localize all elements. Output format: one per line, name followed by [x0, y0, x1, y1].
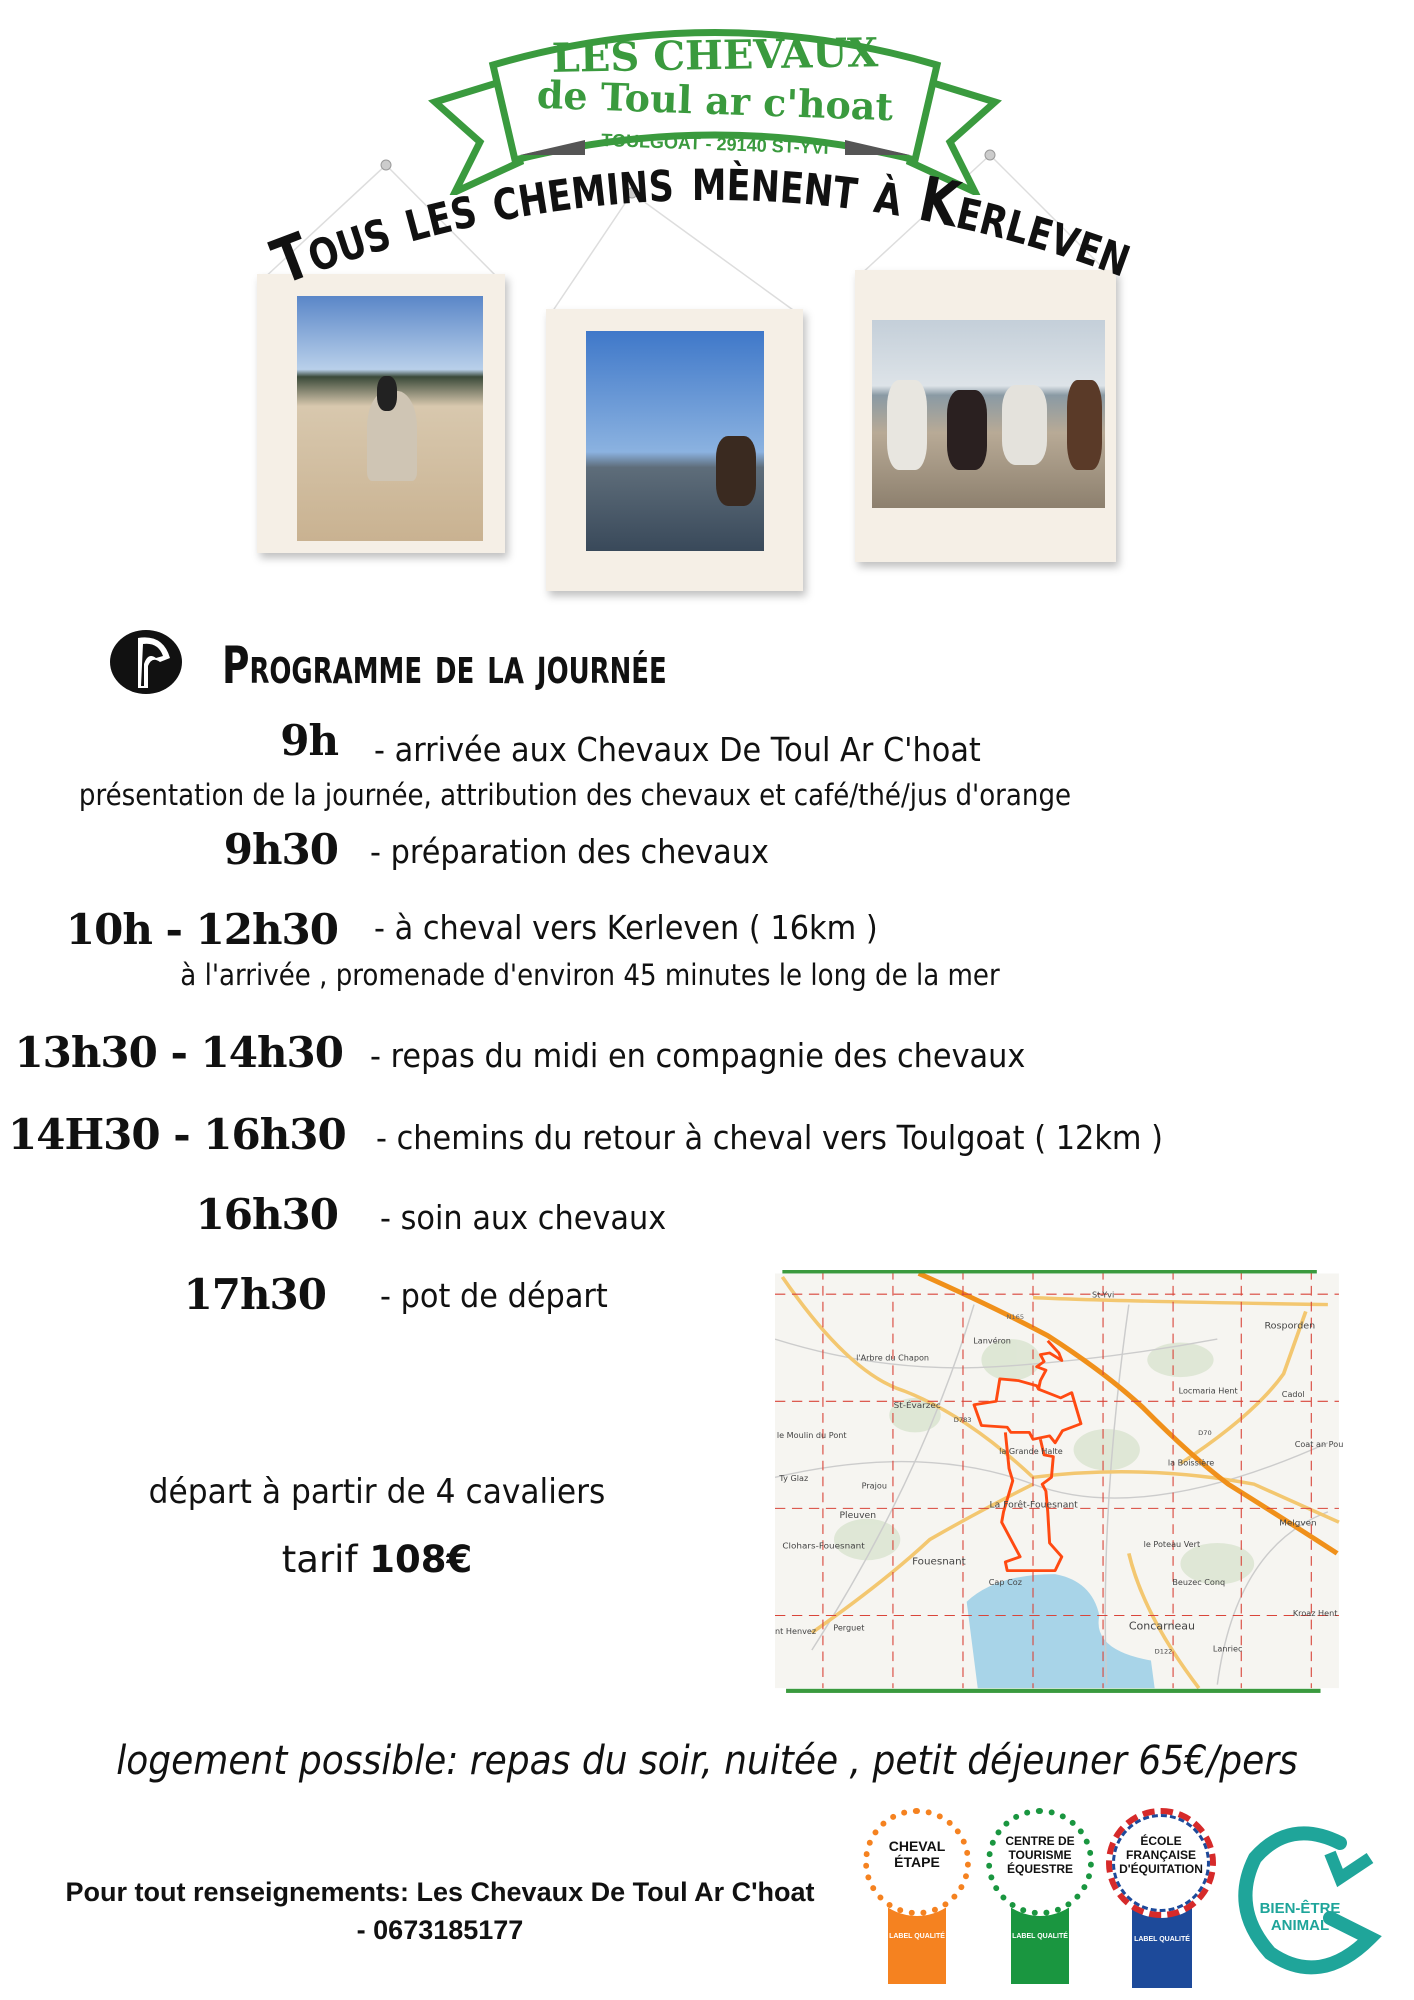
map-label: La Forêt-Fouesnant	[989, 1500, 1078, 1511]
map-road-label: D122	[1154, 1647, 1173, 1656]
schedule-detail: présentation de la journée, attribution des chevaux et café/thé/jus d'orange	[78, 778, 1072, 812]
schedule-time: 14H30 - 16h30	[8, 1110, 346, 1159]
contact-line1: Pour tout renseignements: Les Chevaux De Toul Ar C'hoat	[65, 1877, 815, 1907]
map-label: Clohars-Fouesnant	[782, 1541, 865, 1552]
lodging-info: logement possible: repas du soir, nuitée , petit déjeuner 65€/pers	[116, 1738, 1298, 1784]
map-label: Cap Coz	[988, 1578, 1022, 1588]
schedule-time: 10h - 12h30	[65, 905, 338, 954]
badge-tourisme-equestre	[986, 1808, 1094, 1986]
map-label: le Poteau Vert	[1143, 1540, 1201, 1550]
schedule-activity: - repas du midi en compagnie des chevaux	[370, 1036, 1026, 1075]
photo-frame-2	[546, 309, 803, 591]
horse-head-icon	[108, 626, 186, 696]
badge-label: LABEL QUALITÉ	[1012, 1933, 1068, 1940]
schedule-activity: - à cheval vers Kerleven ( 16km )	[374, 908, 878, 947]
map-road-label: D70	[1198, 1429, 1212, 1438]
badge-title: CENTRE DE TOURISME ÉQUESTRE	[1005, 1834, 1075, 1876]
map-label: Pleuven	[839, 1511, 877, 1521]
schedule-activity: - chemins du retour à cheval vers Toulgoat ( 12km )	[376, 1118, 1163, 1157]
schedule-activity: - soin aux chevaux	[380, 1198, 667, 1237]
schedule-time: 9h	[280, 716, 338, 765]
badge-title: BIEN-ÊTRE ANIMAL	[1259, 1900, 1341, 1934]
map-label: Perguet	[833, 1623, 865, 1633]
svg-text:Tous les chemins mènent à Kerl	[262, 141, 1149, 299]
contact-info	[40, 1873, 840, 1949]
badge-title: CHEVAL ÉTAPE	[888, 1838, 946, 1870]
badge-cheval-etape	[863, 1808, 971, 1986]
map-label: nt Henvez	[775, 1627, 817, 1637]
map-label: Fouesnant	[912, 1556, 966, 1568]
map-label: St-Yvi	[1091, 1290, 1115, 1300]
badge-bien-etre-animal	[1230, 1818, 1390, 1978]
logo-line2: de Toul ar c'hoat	[536, 71, 894, 130]
map-label: Rosporden	[1264, 1321, 1316, 1332]
map-label: la Grande Halte	[999, 1447, 1063, 1456]
map-label: Kroaz Hent	[1292, 1609, 1338, 1619]
map-label: Ty Glaz	[779, 1474, 809, 1483]
map-label: St-Évarzec	[893, 1401, 941, 1412]
program-heading: Programme de la journée	[222, 636, 667, 696]
photo-group-ride	[872, 320, 1105, 508]
schedule-time: 13h30 - 14h30	[14, 1028, 343, 1077]
schedule-time: 9h30	[223, 825, 338, 874]
contact-line2[interactable]: - 0673185177	[356, 1915, 524, 1945]
price	[100, 1538, 654, 1581]
map-road-label: D783	[953, 1416, 972, 1424]
schedule-activity: - préparation des chevaux	[370, 832, 769, 871]
map-label: Melgven	[1279, 1518, 1317, 1529]
badge-ecole-francaise	[1106, 1808, 1218, 1990]
schedule-time: 17h30	[183, 1270, 326, 1319]
map-label: Locmaria Hent	[1178, 1386, 1238, 1396]
map-label: Prajou	[861, 1481, 887, 1491]
photo-beach-ride	[297, 296, 483, 541]
schedule-time: 16h30	[195, 1190, 338, 1239]
map-label: Lanriec	[1212, 1644, 1243, 1654]
logo-line1: LES CHEVAUX	[551, 29, 879, 82]
map-label: Beuzec Conq	[1172, 1578, 1226, 1588]
departure-info: départ à partir de 4 cavaliers	[148, 1472, 606, 1512]
schedule-detail: à l'arrivée , promenade d'environ 45 minutes le long de la mer	[180, 958, 1000, 992]
schedule-activity: - arrivée aux Chevaux De Toul Ar C'hoat	[374, 730, 981, 769]
map-road-label: N165	[1006, 1313, 1025, 1321]
map-label: l'Arbre du Chapon	[856, 1353, 930, 1363]
map-label: la Boissière	[1167, 1458, 1215, 1468]
price-label: tarif	[281, 1538, 370, 1581]
page-title	[0, 0, 1414, 320]
route-map	[775, 1270, 1350, 1695]
map-label: Concarneau	[1128, 1619, 1196, 1633]
map-label: le Moulin du Pont	[776, 1431, 847, 1440]
price-value: 108€	[369, 1538, 473, 1581]
map-label: Lanvéron	[973, 1336, 1011, 1346]
badge-label: LABEL QUALITÉ	[1134, 1936, 1190, 1943]
badge-label: LABEL QUALITÉ	[889, 1933, 945, 1940]
map-label: Coat an Pou	[1294, 1440, 1344, 1449]
photo-sea-ride	[586, 331, 764, 551]
badge-title: ÉCOLE FRANÇAISE D'ÉQUITATION	[1119, 1834, 1203, 1876]
map-label: Cadol	[1281, 1390, 1305, 1400]
logo-address: TOULGOAT - 29140 ST-YVI	[601, 130, 829, 158]
title-text: Tous les chemins mènent à Kerleven	[262, 141, 1149, 299]
schedule-activity: - pot de départ	[380, 1276, 608, 1315]
